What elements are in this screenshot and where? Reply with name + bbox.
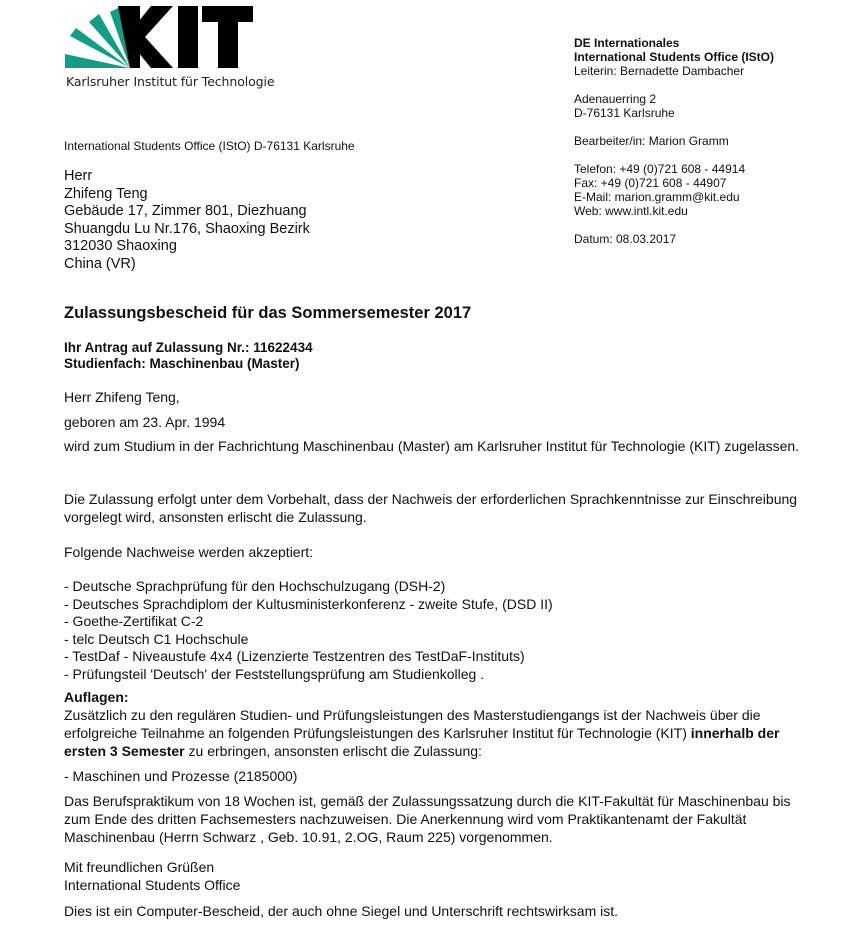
return-address: International Students Office (IStO) D-76131 Karlsruhe bbox=[64, 139, 355, 153]
conditions-heading: Auflagen: bbox=[64, 689, 129, 705]
sender-phone: Telefon: +49 (0)721 608 - 44914 bbox=[574, 162, 746, 176]
kit-logo-wordmark bbox=[118, 6, 253, 68]
list-item: - Deutsches Sprachdiplom der Kultusministerkonferenz - zweite Stufe, (DSD II) bbox=[64, 595, 553, 612]
study-subject: Studienfach: Maschinenbau (Master) bbox=[64, 356, 300, 371]
reference-block bbox=[64, 340, 313, 372]
conditions-text-before: Zusätzlich zu den regulären Studien- und Prüfungsleistungen des Masterstudiengangs ist der Nachweis über die erfolgreiche Teilnahme an folgenden Prüfungsleistungen des Karlsruher Institut für Technologie (KIT) bbox=[64, 707, 761, 741]
closing-greeting: Mit freundlichen Grüßen bbox=[64, 859, 215, 875]
legal-disclaimer: Dies ist ein Computer-Bescheid, der auch ohne Siegel und Unterschrift rechtswirksam ist. bbox=[64, 903, 619, 919]
recipient-line2: Shuangdu Lu Nr.176, Shaoxing Bezirk bbox=[64, 220, 310, 237]
sender-block bbox=[574, 36, 834, 246]
sender-street: Adenauerring 2 bbox=[574, 92, 657, 106]
recipient-salutation: Herr bbox=[64, 168, 93, 184]
list-item: - TestDaf - Niveaustufe 4x4 (Lizenzierte Testzentren des TestDaF-Instituts) bbox=[64, 648, 525, 664]
sender-head: Leiterin: Bernadette Dambacher bbox=[574, 64, 745, 78]
conditions-text-after: zu erbringen, ansonsten erlischt die Zulassung: bbox=[184, 743, 482, 759]
recipient-address bbox=[64, 168, 310, 273]
accepted-proofs-list bbox=[64, 578, 804, 683]
sender-web: Web: www.intl.kit.edu bbox=[574, 204, 688, 218]
sender-clerk: Bearbeiter/in: Marion Gramm bbox=[574, 134, 729, 148]
accepted-proofs-intro: Folgende Nachweise werden akzeptiert: bbox=[64, 544, 314, 560]
recipient-line3: 312030 Shaoxing bbox=[64, 238, 177, 254]
list-item: - telc Deutsch C1 Hochschule bbox=[64, 630, 249, 647]
internship-requirement: Das Berufspraktikum von 18 Wochen ist, gemäß der Zulassungssatzung durch die KIT-Fakultät für Maschinenbau bis zum Ende des dritten Fachsemesters nachzuweisen. Die Anerkennung wird vom Praktikantenamt der Fakultät Maschinenbau (Herrn Schwarz , Geb. 10.91, 2.OG, Raum 225) vorgenommen. bbox=[64, 793, 791, 845]
closing-signature: International Students Office bbox=[64, 877, 241, 893]
conditions-deadline: innerhalb der ersten 3 Semester bbox=[64, 725, 780, 759]
letter-title: Zulassungsbescheid für das Sommersemester 2017 bbox=[64, 304, 472, 322]
letter-date: Datum: 08.03.2017 bbox=[574, 232, 677, 246]
recipient-name: Zhifeng Teng bbox=[64, 185, 148, 202]
list-item: - Goethe-Zertifikat C-2 bbox=[64, 613, 204, 629]
birth-date: geboren am 23. Apr. 1994 bbox=[64, 414, 226, 430]
list-item: - Deutsche Sprachprüfung für den Hochschulzugang (DSH-2) bbox=[64, 578, 446, 594]
recipient-country: China (VR) bbox=[64, 255, 136, 272]
sender-city: D-76131 Karlsruhe bbox=[574, 106, 675, 120]
admission-statement: wird zum Studium in der Fachrichtung Maschinenbau (Master) am Karlsruher Institut für Technologie (KIT) zugelassen. bbox=[64, 438, 800, 454]
sender-org-line2: International Students Office (IStO) bbox=[574, 50, 775, 64]
admission-condition: Die Zulassung erfolgt unter dem Vorbehalt, dass der Nachweis der erforderlichen Sprachkenntnisse zur Einschreibung vorgelegt wird, ansonsten erlischt die Zulassung. bbox=[64, 491, 798, 525]
sender-org-line1: DE Internationales bbox=[574, 36, 680, 50]
application-number: Ihr Antrag auf Zulassung Nr.: 11622434 bbox=[64, 340, 313, 355]
recipient-line1: Gebäude 17, Zimmer 801, Diezhuang bbox=[64, 203, 307, 219]
sender-fax: Fax: +49 (0)721 608 - 44907 bbox=[574, 176, 727, 190]
conditions-text bbox=[64, 706, 804, 760]
sender-email: E-Mail: marion.gramm@kit.edu bbox=[574, 190, 740, 204]
list-item: - Prüfungsteil 'Deutsch' der Feststellungsprüfung am Studienkolleg . bbox=[64, 665, 485, 682]
required-course: - Maschinen und Prozesse (2185000) bbox=[64, 768, 298, 784]
body-salutation: Herr Zhifeng Teng, bbox=[64, 389, 180, 405]
closing-block bbox=[64, 858, 804, 894]
logo-subtitle: Karlsruher Institut für Technologie bbox=[66, 74, 275, 89]
